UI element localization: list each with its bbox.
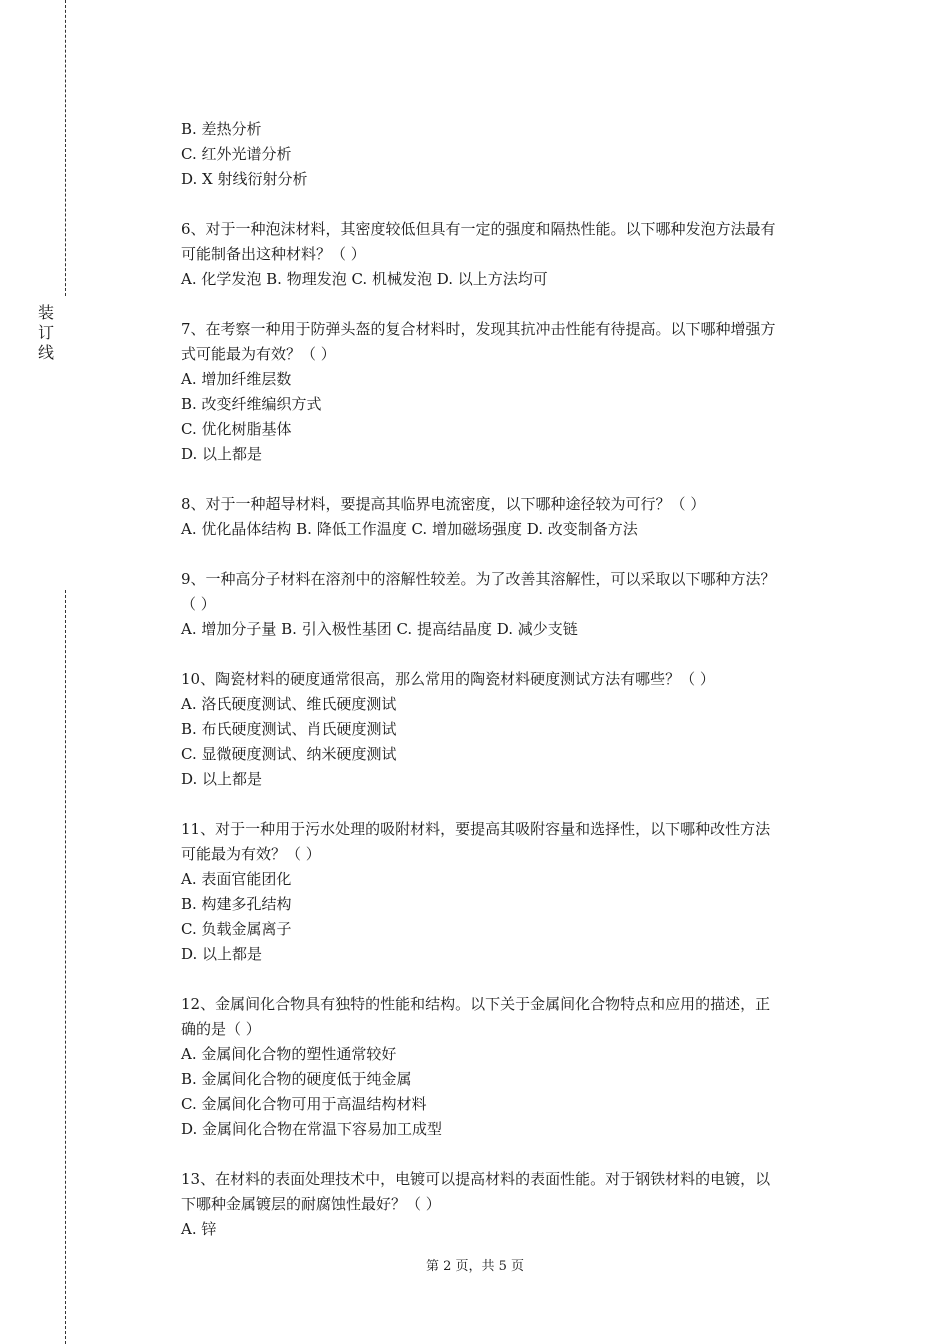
option-line: C. 显微硬度测试、纳米硬度测试	[181, 745, 397, 763]
option-line: B. 布氏硬度测试、肖氏硬度测试	[181, 720, 397, 738]
option-line: A. 锌	[181, 1220, 217, 1238]
question-line: 12、金属间化合物具有独特的性能和结构。以下关于金属间化合物特点和应用的描述，正	[181, 995, 771, 1013]
paragraph-gap	[181, 642, 841, 667]
paragraph-gap	[181, 967, 841, 992]
option-line: C. 金属间化合物可用于高温结构材料	[181, 1095, 427, 1113]
paragraph-gap	[181, 1142, 841, 1167]
paragraph-gap	[181, 467, 841, 492]
question-line: 可能制备出这种材料？（ ）	[181, 245, 366, 263]
option-line: A. 化学发泡 B. 物理发泡 C. 机械发泡 D. 以上方法均可	[181, 270, 548, 288]
option-line: A. 增加分子量 B. 引入极性基团 C. 提高结晶度 D. 减少支链	[181, 620, 578, 638]
question-line: 可能最为有效？（ ）	[181, 845, 321, 863]
option-line: D. X 射线衍射分析	[181, 170, 308, 188]
page-footer: 第 2 页，共 5 页	[425, 1259, 525, 1274]
option-line: A. 表面官能团化	[181, 870, 292, 888]
paragraph-gap	[181, 542, 841, 567]
paragraph-gap	[181, 792, 841, 817]
binding-char: 线	[37, 343, 54, 362]
question-line: 13、在材料的表面处理技术中，电镀可以提高材料的表面性能。对于钢铁材料的电镀，以	[181, 1170, 771, 1188]
option-line: D. 金属间化合物在常温下容易加工成型	[181, 1120, 443, 1138]
option-line: A. 洛氏硬度测试、维氏硬度测试	[181, 695, 397, 713]
option-line: D. 以上都是	[181, 770, 263, 788]
binding-dashed-line-top	[65, 0, 66, 296]
binding-char: 订	[37, 323, 54, 342]
question-line: 11、对于一种用于污水处理的吸附材料，要提高其吸附容量和选择性，以下哪种改性方法	[181, 820, 771, 838]
question-line: 9、一种高分子材料在溶剂中的溶解性较差。为了改善其溶解性，可以采取以下哪种方法？	[181, 570, 776, 588]
option-line: B. 差热分析	[181, 120, 262, 138]
option-line: D. 以上都是	[181, 945, 263, 963]
option-line: A. 优化晶体结构 B. 降低工作温度 C. 增加磁场强度 D. 改变制备方法	[181, 520, 638, 538]
question-line: 下哪种金属镀层的耐腐蚀性最好？（ ）	[181, 1195, 441, 1213]
binding-char: 装	[37, 303, 54, 322]
question-line: （ ）	[181, 595, 216, 613]
option-line: A. 金属间化合物的塑性通常较好	[181, 1045, 397, 1063]
question-line: 7、在考察一种用于防弹头盔的复合材料时，发现其抗冲击性能有待提高。以下哪种增强方	[181, 320, 776, 338]
option-line: D. 以上都是	[181, 445, 263, 463]
option-line: A. 增加纤维层数	[181, 370, 292, 388]
option-line: C. 红外光谱分析	[181, 145, 292, 163]
question-line: 8、对于一种超导材料，要提高其临界电流密度，以下哪种途径较为可行？（ ）	[181, 495, 706, 513]
paragraph-gap	[181, 292, 841, 317]
paragraph-gap	[181, 192, 841, 217]
binding-line-label	[36, 303, 56, 363]
option-line: B. 构建多孔结构	[181, 895, 292, 913]
question-line: 10、陶瓷材料的硬度通常很高，那么常用的陶瓷材料硬度测试方法有哪些？（ ）	[181, 670, 715, 688]
question-line: 式可能最为有效？（ ）	[181, 345, 336, 363]
binding-dashed-line-bottom	[65, 590, 66, 1344]
question-line: 6、对于一种泡沫材料，其密度较低但具有一定的强度和隔热性能。以下哪种发泡方法最有	[181, 220, 776, 238]
option-line: B. 改变纤维编织方式	[181, 395, 322, 413]
exam-content	[181, 117, 841, 1242]
option-line: B. 金属间化合物的硬度低于纯金属	[181, 1070, 412, 1088]
option-line: C. 负载金属离子	[181, 920, 292, 938]
option-line: C. 优化树脂基体	[181, 420, 292, 438]
question-line: 确的是（ ）	[181, 1020, 261, 1038]
